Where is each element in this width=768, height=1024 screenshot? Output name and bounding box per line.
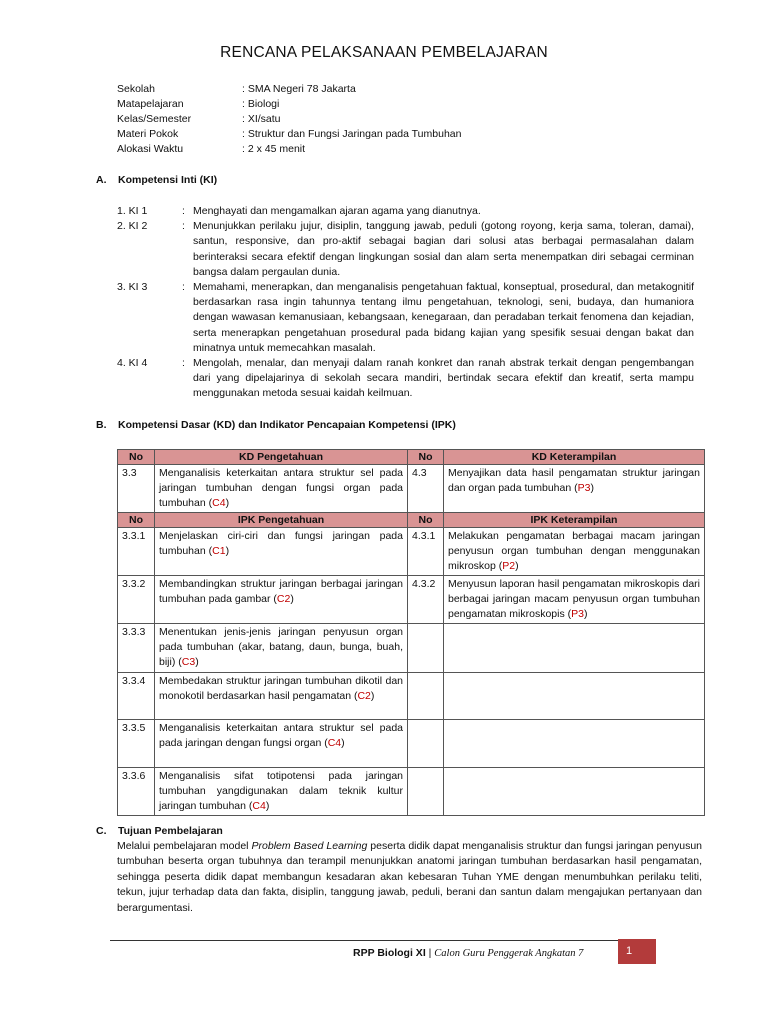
section-title: Tujuan Pembelajaran — [118, 825, 223, 837]
kd-keterampilan-cell — [444, 465, 705, 513]
cell-text: Menganalisis keterkaitan antara struktur sel pada jaringan tumbuhan dengan fungsi organ pada tumbuhan ( — [159, 467, 403, 509]
kd-pengetahuan-cell — [155, 465, 408, 513]
ki-item-3 — [117, 280, 694, 356]
header-no: No — [118, 450, 155, 465]
ipk-number: 3.3.1 — [118, 528, 155, 576]
ki-colon: : — [182, 357, 185, 370]
tujuan-pre: Melalui pembelajaran model — [117, 840, 252, 852]
ipk-number: 4.3.1 — [408, 528, 444, 576]
ki-colon: : — [182, 220, 185, 233]
meta-value: : XI/satu — [242, 113, 281, 125]
ki-text: Mengolah, menalar, dan menyaji dalam ranah konkret dan ranah abstrak terkait dengan pengembangan dari yang dipelajarinya di sekolah secara mandiri, bertindak secara efektif dan kreatif, serta mampu menggunakan metoda sesuai kaidah keilmuan. — [193, 357, 694, 400]
ipk-keterampilan-cell — [444, 528, 705, 576]
ki-colon: : — [182, 205, 185, 217]
paren-close: ) — [583, 608, 588, 620]
ki-colon: : — [182, 281, 185, 294]
header-no: No — [118, 513, 155, 528]
identity-block — [117, 82, 461, 157]
paren-close: ) — [225, 545, 230, 557]
meta-key: Materi Pokok — [117, 128, 179, 140]
meta-row-materi — [117, 127, 461, 142]
meta-key: Matapelajaran — [117, 98, 184, 110]
ki-list — [117, 204, 694, 402]
level-code: C3 — [181, 656, 196, 668]
meta-row-matapelajaran — [117, 97, 461, 112]
ipk-pengetahuan-cell — [155, 720, 408, 768]
meta-row-alokasi — [117, 142, 461, 157]
kd-number: 4.3 — [408, 465, 444, 513]
ipk-number-empty — [408, 624, 444, 673]
footer-separator: | — [425, 947, 435, 959]
tujuan-model: Problem Based Learning — [251, 840, 368, 852]
paren-close: ) — [265, 800, 270, 812]
meta-value: : 2 x 45 menit — [242, 143, 306, 155]
ipk-row — [118, 624, 705, 673]
section-letter: C. — [96, 825, 107, 837]
ipk-number: 3.3.2 — [118, 576, 155, 624]
section-title: Kompetensi Dasar (KD) dan Indikator Pencapaian Kompetensi (IPK) — [118, 419, 456, 431]
cell-text: Menyusun laporan hasil pengamatan mikroskopis dari berbagai jaringan macam penyusun organ tumbuhan pengamatan mikroskopis ( — [448, 578, 700, 620]
paren-close: ) — [515, 560, 519, 572]
header-no: No — [408, 513, 444, 528]
paren-close: ) — [195, 656, 199, 668]
ipk-row — [118, 768, 705, 816]
ipk-number: 3.3.4 — [118, 673, 155, 720]
ki-text: Memahami, menerapkan, dan menganalisis pengetahuan faktual, konseptual, prosedural, dan metakognitif berdasarkan rasa ingin tahunnya tentang ilmu pengetahuan, teknologi, seni, budaya, dan humaniora dengan wawasan kemanusiaan, kebangsaan, kenegaraan, dan peradaban terkait fenomena dan kejadian, serta menerapkan pengetahuan prosedural pada bidang kajian yang spesifik sesuai dengan bakat dan minatnya untuk memecahkan masalah. — [193, 281, 694, 354]
ipk-number-empty — [408, 720, 444, 768]
ipk-header-row — [118, 513, 705, 528]
tujuan-post: peserta didik dapat menganalisis struktur dan fungsi jaringan penyusun tumbuhan beserta organ tubuhnya dan terampil menunjukkan anatomi jaringan tumbuhan berdasarkan hasil pengamatan, sehingga peserta didik dapat membangun kesadaran akan kebesaran Tuhan YME dengan menumbuhkan perilaku teliti, tekun, jujur terhadap data dan fakta, disiplin, tanggung jawab, peduli, berani dan santun dalam mengajukan pertanyaan dan berargumentasi. — [117, 840, 703, 914]
header-no: No — [408, 450, 444, 465]
level-code: P2 — [502, 560, 516, 572]
ki-item-2 — [117, 219, 694, 280]
header-ipk-keterampilan: IPK Keterampilan — [444, 513, 705, 528]
ipk-row — [118, 720, 705, 768]
meta-value: : Biologi — [242, 98, 280, 110]
ipk-number: 3.3.6 — [118, 768, 155, 816]
ipk-number-empty — [408, 768, 444, 816]
ipk-pengetahuan-cell — [155, 576, 408, 624]
cell-text: Menjelaskan ciri-ciri dan fungsi jaringan pada tumbuhan ( — [159, 530, 403, 557]
meta-value: : Struktur dan Fungsi Jaringan pada Tumbuhan — [242, 128, 462, 140]
header-kd-pengetahuan: KD Pengetahuan — [155, 450, 408, 465]
section-letter: B. — [96, 419, 107, 431]
ipk-row — [118, 576, 705, 624]
kd-number: 3.3 — [118, 465, 155, 513]
kd-header-row — [118, 450, 705, 465]
meta-key: Kelas/Semester — [117, 113, 192, 125]
ki-text: Menghayati dan mengamalkan ajaran agama yang dianutnya. — [193, 205, 481, 217]
ki-item-4 — [117, 356, 694, 402]
footer-rule — [110, 940, 652, 941]
section-b-heading — [96, 419, 456, 431]
ipk-pengetahuan-cell — [155, 528, 408, 576]
page-footer — [353, 947, 583, 959]
paren-close: ) — [341, 737, 345, 749]
ipk-number-empty — [408, 673, 444, 720]
ki-number: 2. KI 2 — [117, 220, 148, 233]
paren-close: ) — [290, 593, 294, 605]
level-code: C2 — [357, 690, 371, 702]
kd-ipk-table — [117, 449, 705, 816]
footer-doc-name: RPP Biologi XI — [353, 947, 426, 959]
level-code: P3 — [571, 608, 584, 620]
section-title: Kompetensi Inti (KI) — [118, 174, 218, 186]
ipk-pengetahuan-cell — [155, 624, 408, 673]
ipk-row — [118, 528, 705, 576]
ipk-number: 3.3.5 — [118, 720, 155, 768]
paren-close: ) — [370, 690, 375, 702]
level-code: C2 — [276, 593, 291, 605]
header-ipk-pengetahuan: IPK Pengetahuan — [155, 513, 408, 528]
meta-row-sekolah — [117, 82, 461, 97]
paren-close: ) — [225, 497, 230, 509]
header-kd-keterampilan: KD Keterampilan — [444, 450, 705, 465]
level-code: C1 — [212, 545, 226, 557]
footer-author: Calon Guru Penggerak Angkatan 7 — [434, 948, 584, 959]
meta-row-kelas — [117, 112, 461, 127]
cell-text: Menentukan jenis-jenis jaringan penyusun organ pada tumbuhan (akar, batang, daun, bunga, buah, biji) ( — [159, 626, 403, 668]
ki-text: Menunjukkan perilaku jujur, disiplin, tanggung jawab, peduli (gotong royong, kerja sama, toleran, damai), santun, responsive, dan pro-aktif sebagai bagian dari solusi atas berbagai permasalahan dalam berinteraksi secara efektif dengan lingkungan sosial dan alam serta menempatkan diri sebagai cerminan bangsa dalam pergaulan dunia. — [193, 220, 694, 278]
cell-text: Melakukan pengamatan berbagai macam jaringan penyusun organ tumbuhan dengan menggunakan mikroskop ( — [448, 530, 700, 572]
section-c-heading — [96, 825, 223, 837]
level-code: C4 — [327, 737, 342, 749]
ki-number: 4. KI 4 — [117, 357, 148, 370]
level-code: C4 — [212, 497, 226, 509]
document-title: RENCANA PELAKSANAAN PEMBELAJARAN — [220, 44, 548, 61]
cell-text: Membandingkan struktur jaringan berbagai jaringan tumbuhan pada gambar ( — [159, 578, 403, 605]
ki-item-1 — [117, 204, 694, 219]
cell-text: Menganalisis keterkaitan antara struktur sel pada pada jaringan dengan fungsi organ ( — [159, 722, 403, 749]
ipk-keterampilan-empty — [444, 768, 705, 816]
ipk-keterampilan-empty — [444, 720, 705, 768]
cell-text: Menganalisis sifat totipotensi pada jaringan tumbuhan yangdigunakan dalam teknik kultur jaringan tumbuhan ( — [159, 770, 403, 812]
ipk-keterampilan-empty — [444, 673, 705, 720]
ipk-number: 4.3.2 — [408, 576, 444, 624]
meta-value: : SMA Negeri 78 Jakarta — [242, 83, 356, 95]
ki-number: 3. KI 3 — [117, 281, 148, 294]
ipk-pengetahuan-cell — [155, 673, 408, 720]
paren-close: ) — [590, 482, 594, 494]
section-letter: A. — [96, 174, 107, 186]
page-number: 1 — [618, 939, 656, 964]
tujuan-paragraph — [117, 839, 702, 916]
ipk-keterampilan-empty — [444, 624, 705, 673]
level-code: C4 — [252, 800, 266, 812]
level-code: P3 — [577, 482, 591, 494]
cell-text: Menyajikan data hasil pengamatan struktur jaringan dan organ pada tumbuhan ( — [448, 467, 700, 494]
cell-text: Membedakan struktur jaringan tumbuhan dikotil dan monokotil berdasarkan hasil pengamatan ( — [159, 675, 403, 702]
section-a-heading — [96, 174, 217, 186]
ipk-keterampilan-cell — [444, 576, 705, 624]
ipk-pengetahuan-cell — [155, 768, 408, 816]
ipk-number: 3.3.3 — [118, 624, 155, 673]
kd-row — [118, 465, 705, 513]
ipk-row — [118, 673, 705, 720]
meta-key: Sekolah — [117, 83, 155, 95]
ki-number: 1. KI 1 — [117, 205, 148, 217]
meta-key: Alokasi Waktu — [117, 143, 184, 155]
